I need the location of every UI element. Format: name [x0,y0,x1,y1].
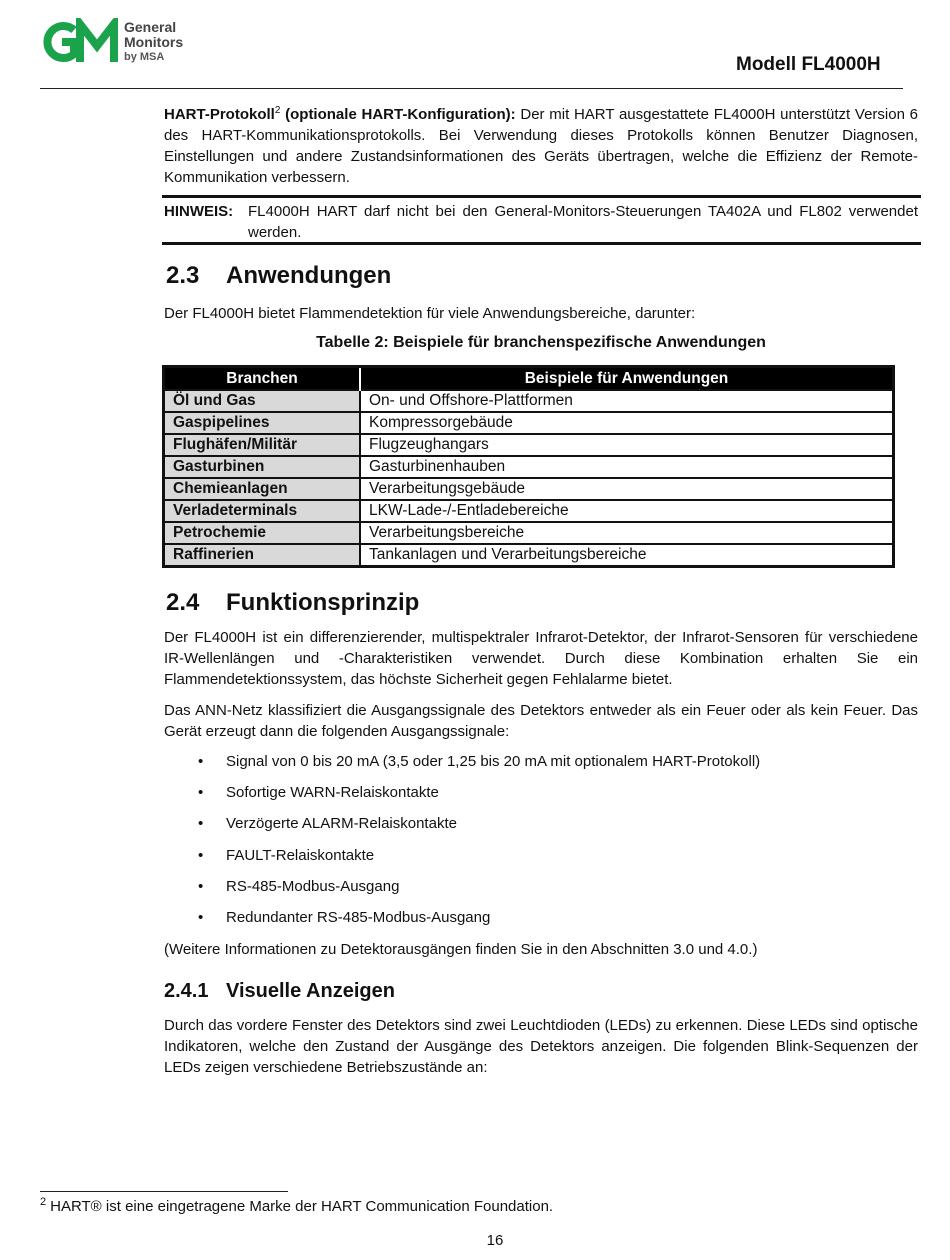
logo-text-monitors: Monitors [124,33,184,50]
list-item [164,845,760,876]
section-heading-2-4 [166,589,419,617]
header-divider [40,88,903,89]
list-item-text: RS-485-Modbus-Ausgang [226,877,400,895]
page-number: 16 [486,1232,504,1249]
column-header-branchen: Branchen [164,367,361,391]
table-caption: Tabelle 2: Beispiele für branchenspezifische Anwendungen [316,334,766,351]
footnote-divider [40,1191,288,1192]
application-cell: Flugzeughangars [360,434,894,456]
hart-paragraph [164,100,918,188]
application-cell: Verarbeitungsgebäude [360,478,894,500]
note-text: FL4000H HART darf nicht bei den General-Monitors-Steuerungen TA402A und FL802 verwendet werden. [248,203,918,241]
list-item [164,907,760,938]
list-item-text: Verzögerte ALARM-Relaiskontakte [226,815,457,833]
footnote [40,1196,553,1215]
applications-table [162,365,895,568]
table-row [164,412,894,434]
column-header-beispiele: Beispiele für Anwendungen [360,367,894,391]
bullet-icon: • [198,877,204,895]
bullet-icon: • [198,908,204,926]
note-label: HINWEIS: [164,203,234,220]
section-heading-2-3 [166,262,391,290]
hart-text: Der mit HART ausgestattete FL4000H unterstützt Version 6 des HART-Kommunikationsprotokolls. Bei Verwendung dieses Protokolls können Benutzer Diagnosen, Einstellungen und andere Zustandsinformationen des Geräts übertragen, welche die Effizienz der Remote-Kommunikation verbessern. [164,106,918,186]
bullet-icon: • [198,815,204,833]
industry-cell: Gasturbinen [164,456,361,478]
footnote-text: HART® ist eine eingetragene Marke der HART Communication Foundation. [50,1198,554,1215]
section-title: Funktionsprinzip [226,589,420,616]
industry-cell: Chemieanlagen [164,478,361,500]
application-cell: LKW-Lade-/-Entladebereiche [360,500,894,522]
section-heading-2-4-1 [164,980,395,1003]
more-info-text: (Weitere Informationen zu Detektorausgängen finden Sie in den Abschnitten 3.0 und 4.0.) [164,941,758,958]
industry-cell: Raffinerien [164,544,361,567]
principle-paragraph-1: Der FL4000H ist ein differenzierender, multispektraler Infrarot-Detektor, der Infrarot-Sensoren für verschiedene IR-Wellenlängen und -Charakteristiken verwendet. Durch diese Kombination erhalten Sie ein Flammendetektionssystem, das höchste Sicherheit gegen Fehlalarme bietet. [164,629,918,688]
table-row [164,456,894,478]
visual-indicators-paragraph: Durch das vordere Fenster des Detektors sind zwei Leuchtdioden (LEDs) zu erkennen. Diese LEDs sind optische Indikatoren, welche den Zustand der Ausgänge des Detektors anzeigen. Die folgenden Blink-Sequenzen der LEDs zeigen verschiedene Betriebszustände an: [164,1017,918,1076]
table-header-row [164,367,894,391]
applications-intro: Der FL4000H bietet Flammendetektion für viele Anwendungsbereiche, darunter: [164,305,696,322]
section-title: Anwendungen [226,262,392,289]
note-box [162,195,921,245]
section-title: Visuelle Anzeigen [226,980,395,1002]
application-cell: Gasturbinenhauben [360,456,894,478]
list-item-text: Redundanter RS-485-Modbus-Ausgang [226,908,491,926]
table-row [164,434,894,456]
industry-cell: Flughäfen/Militär [164,434,361,456]
application-cell: Tankanlagen und Verarbeitungsbereiche [360,544,894,567]
industry-cell: Öl und Gas [164,390,361,412]
logo-text-general: General [124,18,177,35]
hart-lead: HART-Protokoll [164,106,275,123]
company-logo [40,18,183,66]
model-title: Modell FL4000H [736,54,881,75]
application-cell: Verarbeitungsbereiche [360,522,894,544]
application-cell: Kompressorgebäude [360,412,894,434]
logo-text-by-msa: by MSA [124,50,165,63]
industry-cell: Verladeterminals [164,500,361,522]
table-row [164,390,894,412]
footnote-mark: 2 [40,1196,47,1208]
industry-cell: Petrochemie [164,522,361,544]
list-item-text: FAULT-Relaiskontakte [226,846,375,864]
list-item [164,782,760,813]
gm-logo-mark-icon [40,18,118,66]
application-cell: On- und Offshore-Plattformen [360,390,894,412]
hart-lead-optional: (optionale HART-Konfiguration): [280,106,516,123]
list-item [164,876,760,907]
bullet-icon: • [198,784,204,802]
table-row [164,478,894,500]
list-item [164,751,760,782]
section-number: 2.3 [166,262,200,289]
footnote-ref[interactable]: 2 [274,105,281,116]
list-item-text: Signal von 0 bis 20 mA (3,5 oder 1,25 bis 20 mA mit optionalem HART-Protokoll) [226,753,761,770]
section-number: 2.4.1 [164,980,209,1002]
principle-paragraph-2: Das ANN-Netz klassifiziert die Ausgangssignale des Detektors entweder als ein Feuer oder als kein Feuer. Das Gerät erzeugt dann die folgenden Ausgangssignale: [164,702,918,740]
industry-cell: Gaspipelines [164,412,361,434]
bullet-icon: • [198,846,204,864]
table-row [164,544,894,567]
table-row [164,500,894,522]
section-number: 2.4 [166,589,200,616]
list-item-text: Sofortige WARN-Relaiskontakte [226,784,439,802]
list-item [164,813,760,844]
table-row [164,522,894,544]
bullet-icon: • [198,753,204,770]
output-signal-list [164,751,760,938]
